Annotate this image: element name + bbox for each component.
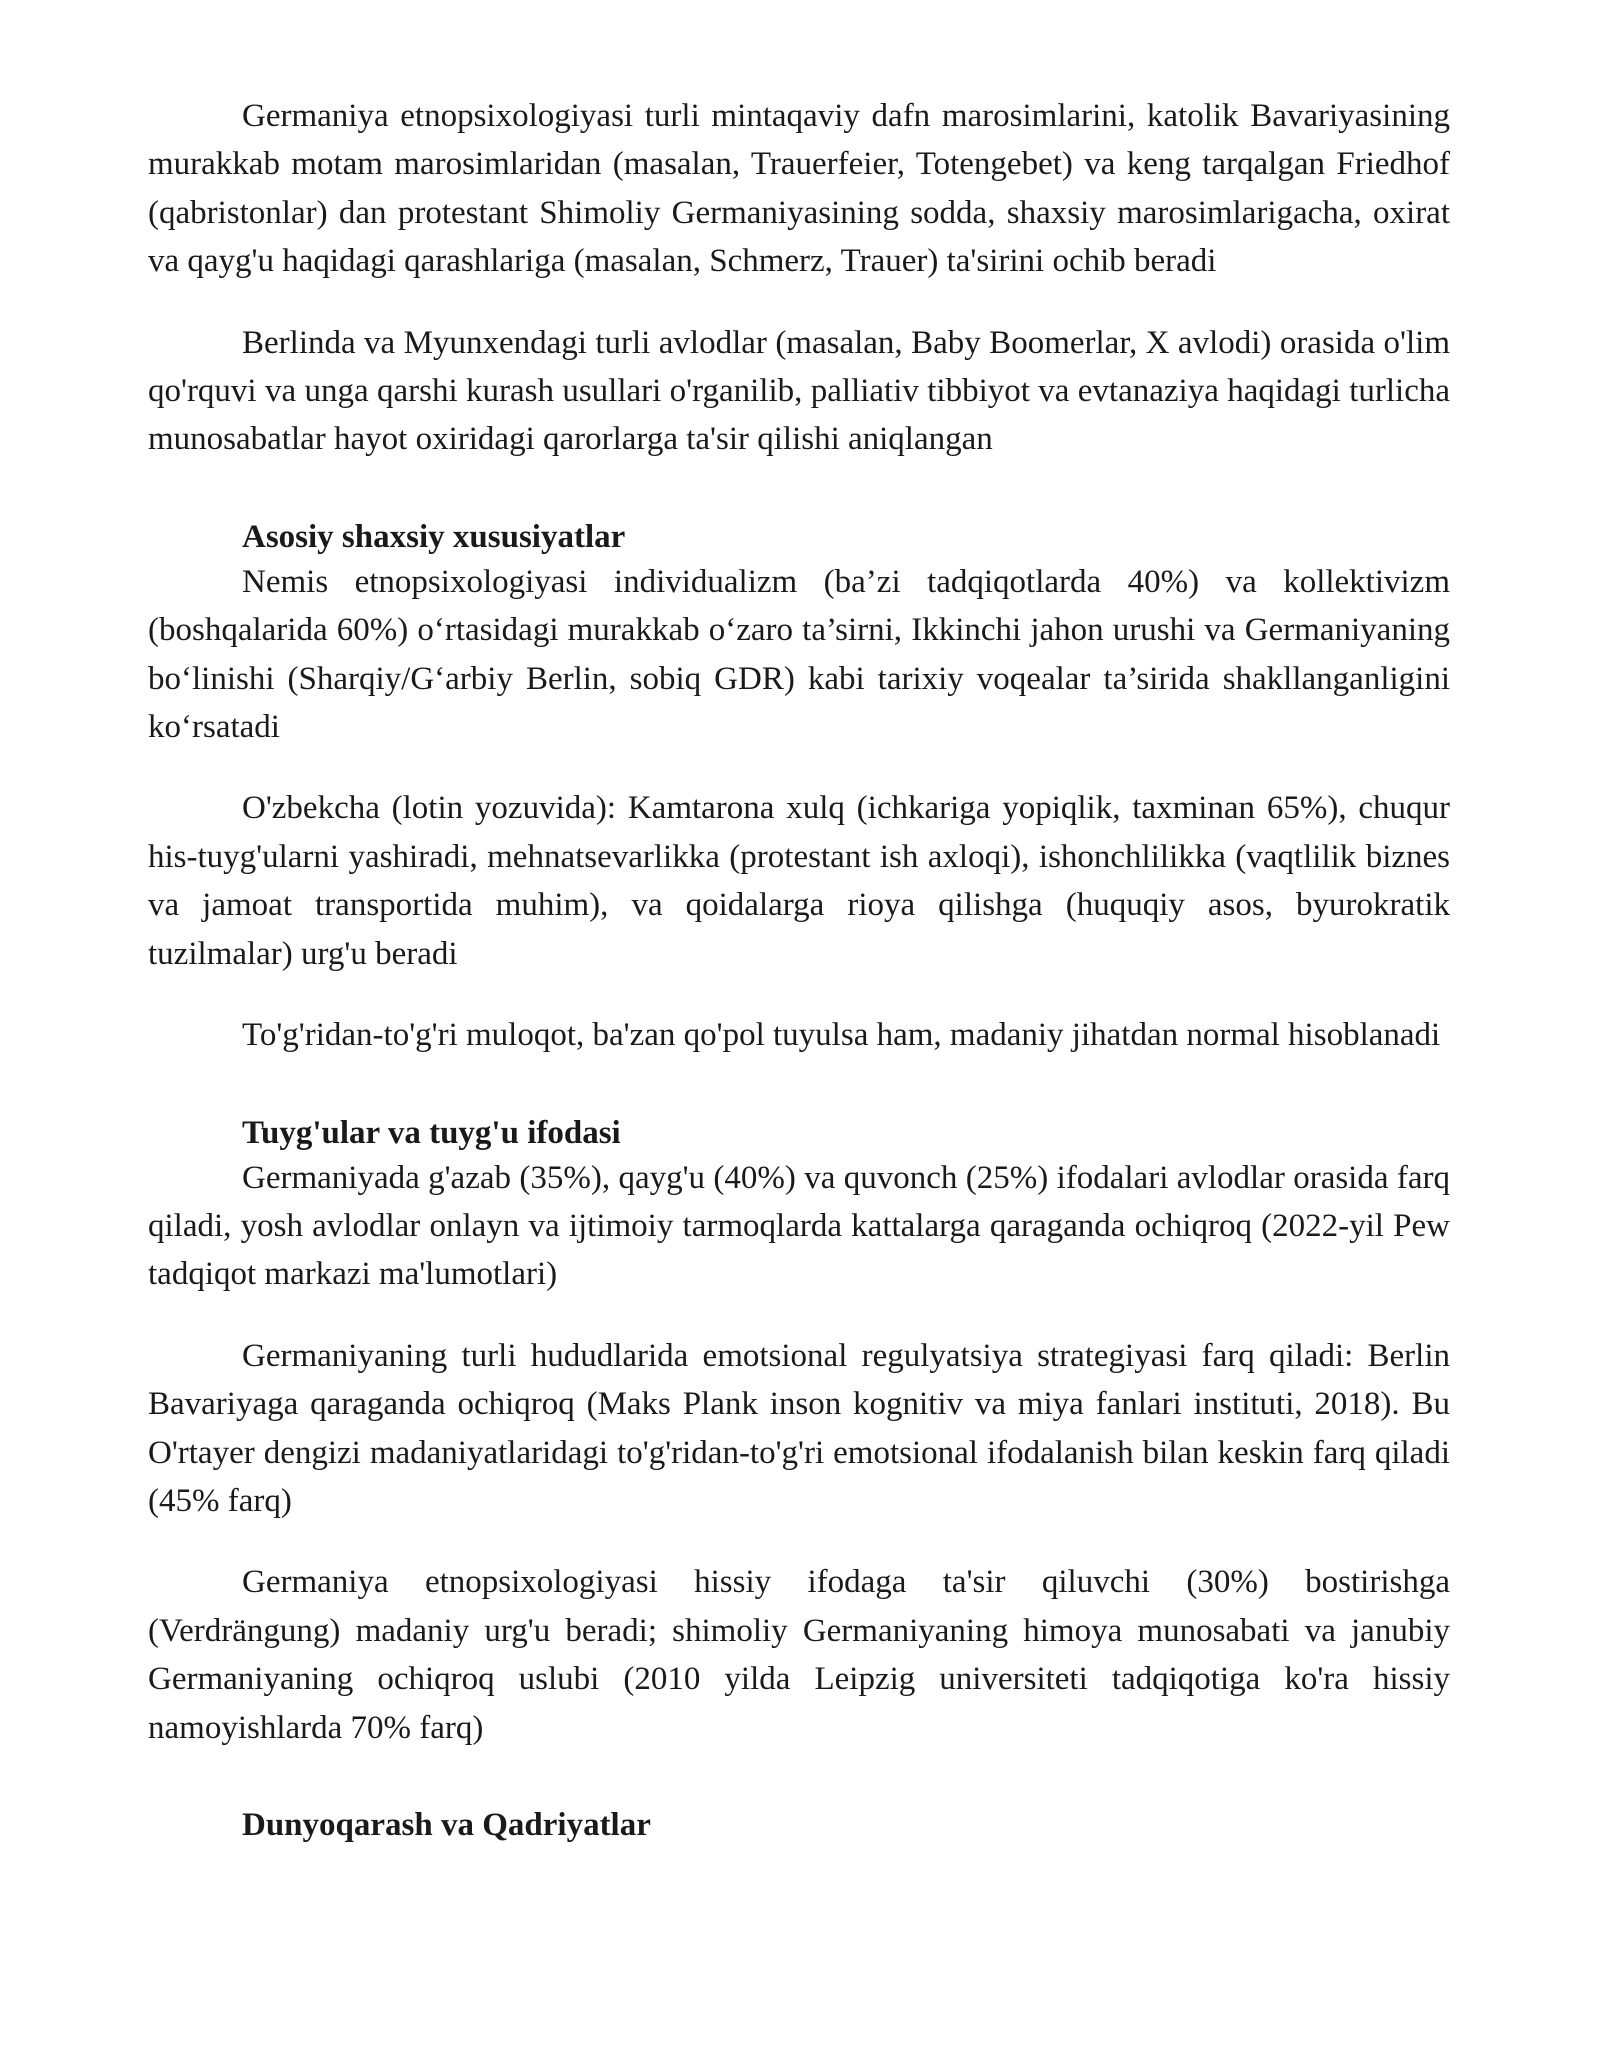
document-page (148, 92, 1450, 1846)
paragraph-modest-behavior: O'zbekcha (lotin yozuvida): Kamtarona xulq (ichkariga yopiqlik, taxminan 65%), chuqur his-tuyg'ularni yashiradi, mehnatsevarlikka (protestant ish axloqi), ishonchlilikka (vaqtlilik biznes va jamoat transportida muhim), va qoidalarga rioya qilishga (huquqiy asos, byurokratik tuzilmalar) urg'u beradi (148, 790, 1450, 972)
paragraph-death-attitudes: Berlinda va Myunxendagi turli avlodlar (masalan, Baby Boomerlar, X avlodi) orasida o'lim qo'rquvi va unga qarshi kurash usullari o'rganilib, palliativ tibbiyot va evtanaziya haqidagi turlicha munosabatlar hayot oxiridagi qarorlarga ta'sir qilishi aniqlangan (148, 324, 1450, 458)
paragraph-funeral-rites: Germaniya etnopsixologiyasi turli mintaqaviy dafn marosimlarini, katolik Bavariyasining murakkab motam marosimlaridan (masalan, Trauerfeier, Totengebet) va keng tarqalgan Friedhof (qabristonlar) dan protestant Shimoliy Germaniyasining sodda, shaxsiy marosimlarigacha, oxirat va qayg'u haqidagi qarashlariga (masalan, Schmerz, Trauer) ta'sirini ochib beradi (148, 98, 1450, 280)
heading-worldview-values: Dunyoqarash va Qadriyatlar (242, 1806, 651, 1843)
paragraph-emotion-regulation: Germaniyaning turli hududlarida emotsional regulyatsiya strategiyasi farq qiladi: Berlin Bavariyaga qaraganda ochiqroq (Maks Plank inson kognitiv va miya fanlari instituti, 2018). Bu O'rtayer dengizi madaniyatlaridagi to'g'ridan-to'g'ri emotsional ifodalanish bilan keskin farq qiladi (45% farq) (148, 1337, 1450, 1519)
paragraph-emotion-expression: Germaniyada g'azab (35%), qayg'u (40%) va quvonch (25%) ifodalari avlodlar orasida farq qiladi, yosh avlodlar onlayn va ijtimoiy tarmoqlarda kattalarga qaraganda ochiqroq (2022-yil Pew tadqiqot markazi ma'lumotlari) (148, 1159, 1450, 1293)
heading-personal-traits: Asosiy shaxsiy xususiyatlar (242, 518, 626, 555)
heading-emotions: Tuyg'ular va tuyg'u ifodasi (242, 1114, 621, 1151)
paragraph-direct-communication: To'g'ridan-to'g'ri muloqot, ba'zan qo'pol tuyulsa ham, madaniy jihatdan normal hisoblanadi (242, 1017, 1441, 1054)
paragraph-individualism: Nemis etnopsixologiyasi individualizm (ba’zi tadqiqotlarda 40%) va kollektivizm (boshqalarida 60%) o‘rtasidagi murakkab o‘zaro ta’sirni, Ikkinchi jahon urushi va Germaniyaning bo‘linishi (Sharqiy/G‘arbiy Berlin, sobiq GDR) kabi tarixiy voqealar ta’sirida shakllanganligini ko‘rsatadi (148, 563, 1450, 746)
paragraph-suppression: Germaniya etnopsixologiyasi hissiy ifodaga ta'sir qiluvchi (30%) bostirishga (Verdrängung) madaniy urg'u beradi; shimoliy Germaniyaning himoya munosabati va janubiy Germaniyaning ochiqroq uslubi (2010 yilda Leipzig universiteti tadqiqotiga ko'ra hissiy namoyishlarda 70% farq) (148, 1564, 1450, 1746)
